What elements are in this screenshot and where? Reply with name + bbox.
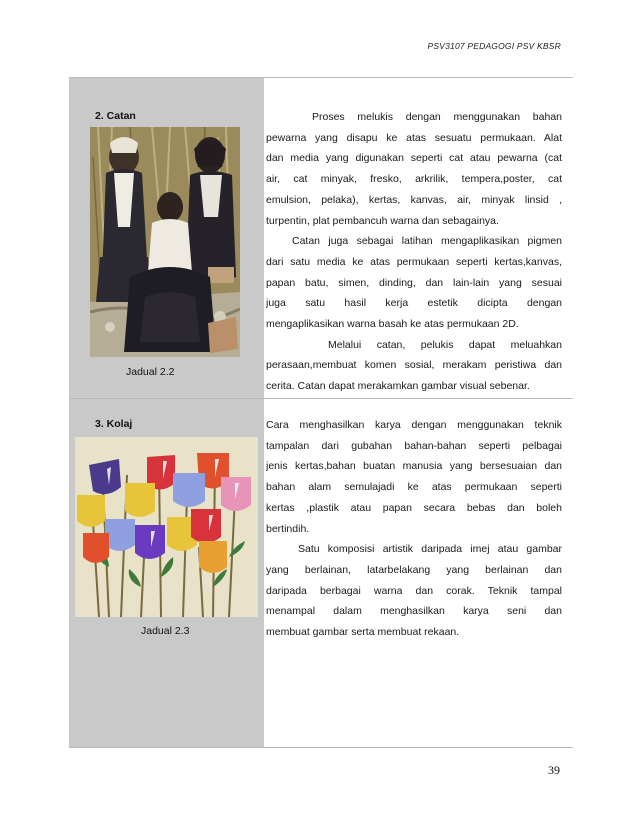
kolaj-text-line: membuat gambar serta membuat rekaan. xyxy=(266,626,460,639)
kolaj-collage xyxy=(75,437,258,617)
table-top-border xyxy=(69,77,573,78)
kolaj-description xyxy=(266,415,562,643)
section-title-kolaj: 3. Kolaj xyxy=(95,418,133,430)
catan-description xyxy=(266,107,562,397)
catan-painting xyxy=(90,127,240,357)
catan-text-line: cerita. Catan dapat merakamkan gambar visual sebenar. xyxy=(266,380,530,393)
catan-text-line: emulsion, pelaka), kertas, kanvas, air, minyak linsid , xyxy=(266,193,562,206)
kolaj-text-line: kertas ,plastik atau papan secara bebas dan boleh xyxy=(266,501,562,514)
kolaj-text-line: Satu komposisi artistik daripada imej atau gambar xyxy=(298,543,562,556)
kolaj-text-line: Cara menghasilkan karya dengan menggunakan teknik xyxy=(266,419,562,431)
catan-text-line: air, cat minyak, fresko, arkrilik, tempera,poster, cat xyxy=(266,173,562,186)
catan-text-line: mengaplikasikan warna basah ke atas permukaan 2D. xyxy=(266,318,519,331)
catan-text-line: pewarna yang disapu ke atas sesuatu permukaan. Alat xyxy=(266,131,562,144)
kolaj-text-line: tampalan dari gubahan bahan-bahan seperti pelbagai xyxy=(266,439,562,452)
catan-text-line: turpentin, plat pembancuh warna dan sebagainya. xyxy=(266,214,499,227)
kolaj-text-line: jenis kertas,bahan buatan manusia yang bersesuaian dan xyxy=(266,460,562,473)
catan-text-line: papan batu, simen, dinding, dan lain-lain yang sesuai xyxy=(266,276,562,289)
running-header: PSV3107 PEDAGOGI PSV KBSR xyxy=(427,41,561,51)
kolaj-text-line: bahan alam semulajadi ke atas permukaan seperti xyxy=(266,481,562,494)
table-bottom-border xyxy=(69,747,573,748)
kolaj-text-line: daripada berbagai warna dan corak. Teknik tampal xyxy=(266,584,562,597)
catan-text-line: juga satu hasil kerja estetik dicipta dengan xyxy=(266,297,562,310)
kolaj-text-line: bertindih. xyxy=(266,522,310,535)
catan-text-line: dari satu media ke atas permukaan seperti kertas,kanvas, xyxy=(266,255,562,268)
catan-text-line: dan media yang digunakan seperti cat atau pewarna (cat xyxy=(266,152,562,165)
catan-text-line: Proses melukis dengan menggunakan bahan xyxy=(312,111,562,123)
caption-jadual-2-2: Jadual 2.2 xyxy=(126,366,175,378)
table-row-divider xyxy=(69,398,573,399)
page-number: 39 xyxy=(548,763,560,777)
catan-text-line: Melalui catan, pelukis dapat meluahkan xyxy=(328,338,562,351)
caption-jadual-2-3: Jadual 2.3 xyxy=(141,625,190,637)
section-title-catan: 2. Catan xyxy=(95,110,136,122)
kolaj-text-line: yang berlainan, latarbelakang yang berlainan dan xyxy=(266,563,562,576)
kolaj-text-line: menampal dalam menghasilkan karya seni dan xyxy=(266,605,562,618)
catan-text-line: perasaan,membuat komen sosial, merakam peristiwa dan xyxy=(266,359,562,372)
catan-text-line: Catan juga sebagai latihan mengaplikasikan pigmen xyxy=(292,235,562,248)
